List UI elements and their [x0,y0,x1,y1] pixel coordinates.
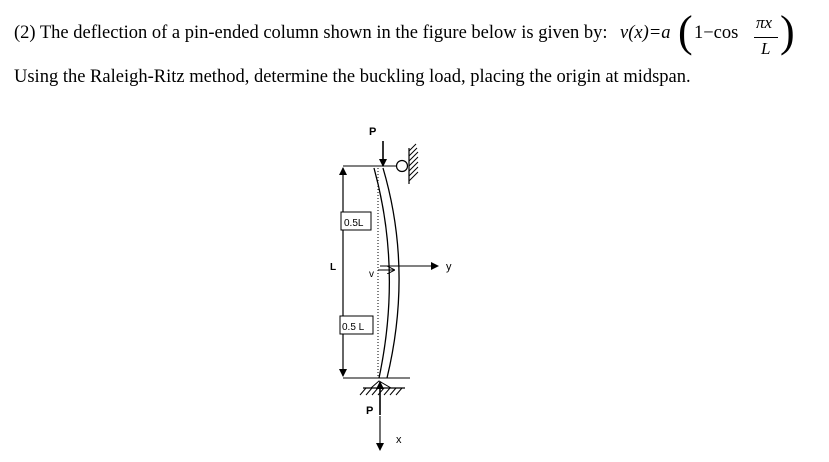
problem-statement: The deflection of a pin-ended column shown in the figure below is given by: [39,23,608,43]
upper-half-label: 0.5L [344,218,364,229]
deflected-column-right-edge [383,168,399,378]
wall-hatch-icon [409,144,418,181]
deflection-label: v [369,269,374,280]
equation-left-paren: ( [678,7,693,56]
top-load-label: P [369,126,377,138]
deflected-column-left-edge [374,168,389,378]
equation-denominator: L [761,39,771,58]
x-axis-label: x [396,434,402,446]
problem-number: (2) [14,23,36,43]
ground-hatch-icon [360,388,402,395]
equation-right-paren: ) [780,7,795,56]
one-minus-cos-text: 1−cos [694,23,739,43]
bottom-pin-icon [371,381,391,388]
equation-numerator: πx [756,13,773,32]
top-roller-icon [397,161,408,172]
bottom-load-label: P [366,405,374,417]
length-label: L [330,262,337,273]
problem-instruction: Using the Raleigh-Ritz method, determine the buckling load, placing the origin at midspan. [14,67,691,87]
equation-lhs: v(x)=a [620,23,671,43]
lower-half-label: 0.5 L [342,322,365,333]
y-axis-label: y [446,261,452,273]
